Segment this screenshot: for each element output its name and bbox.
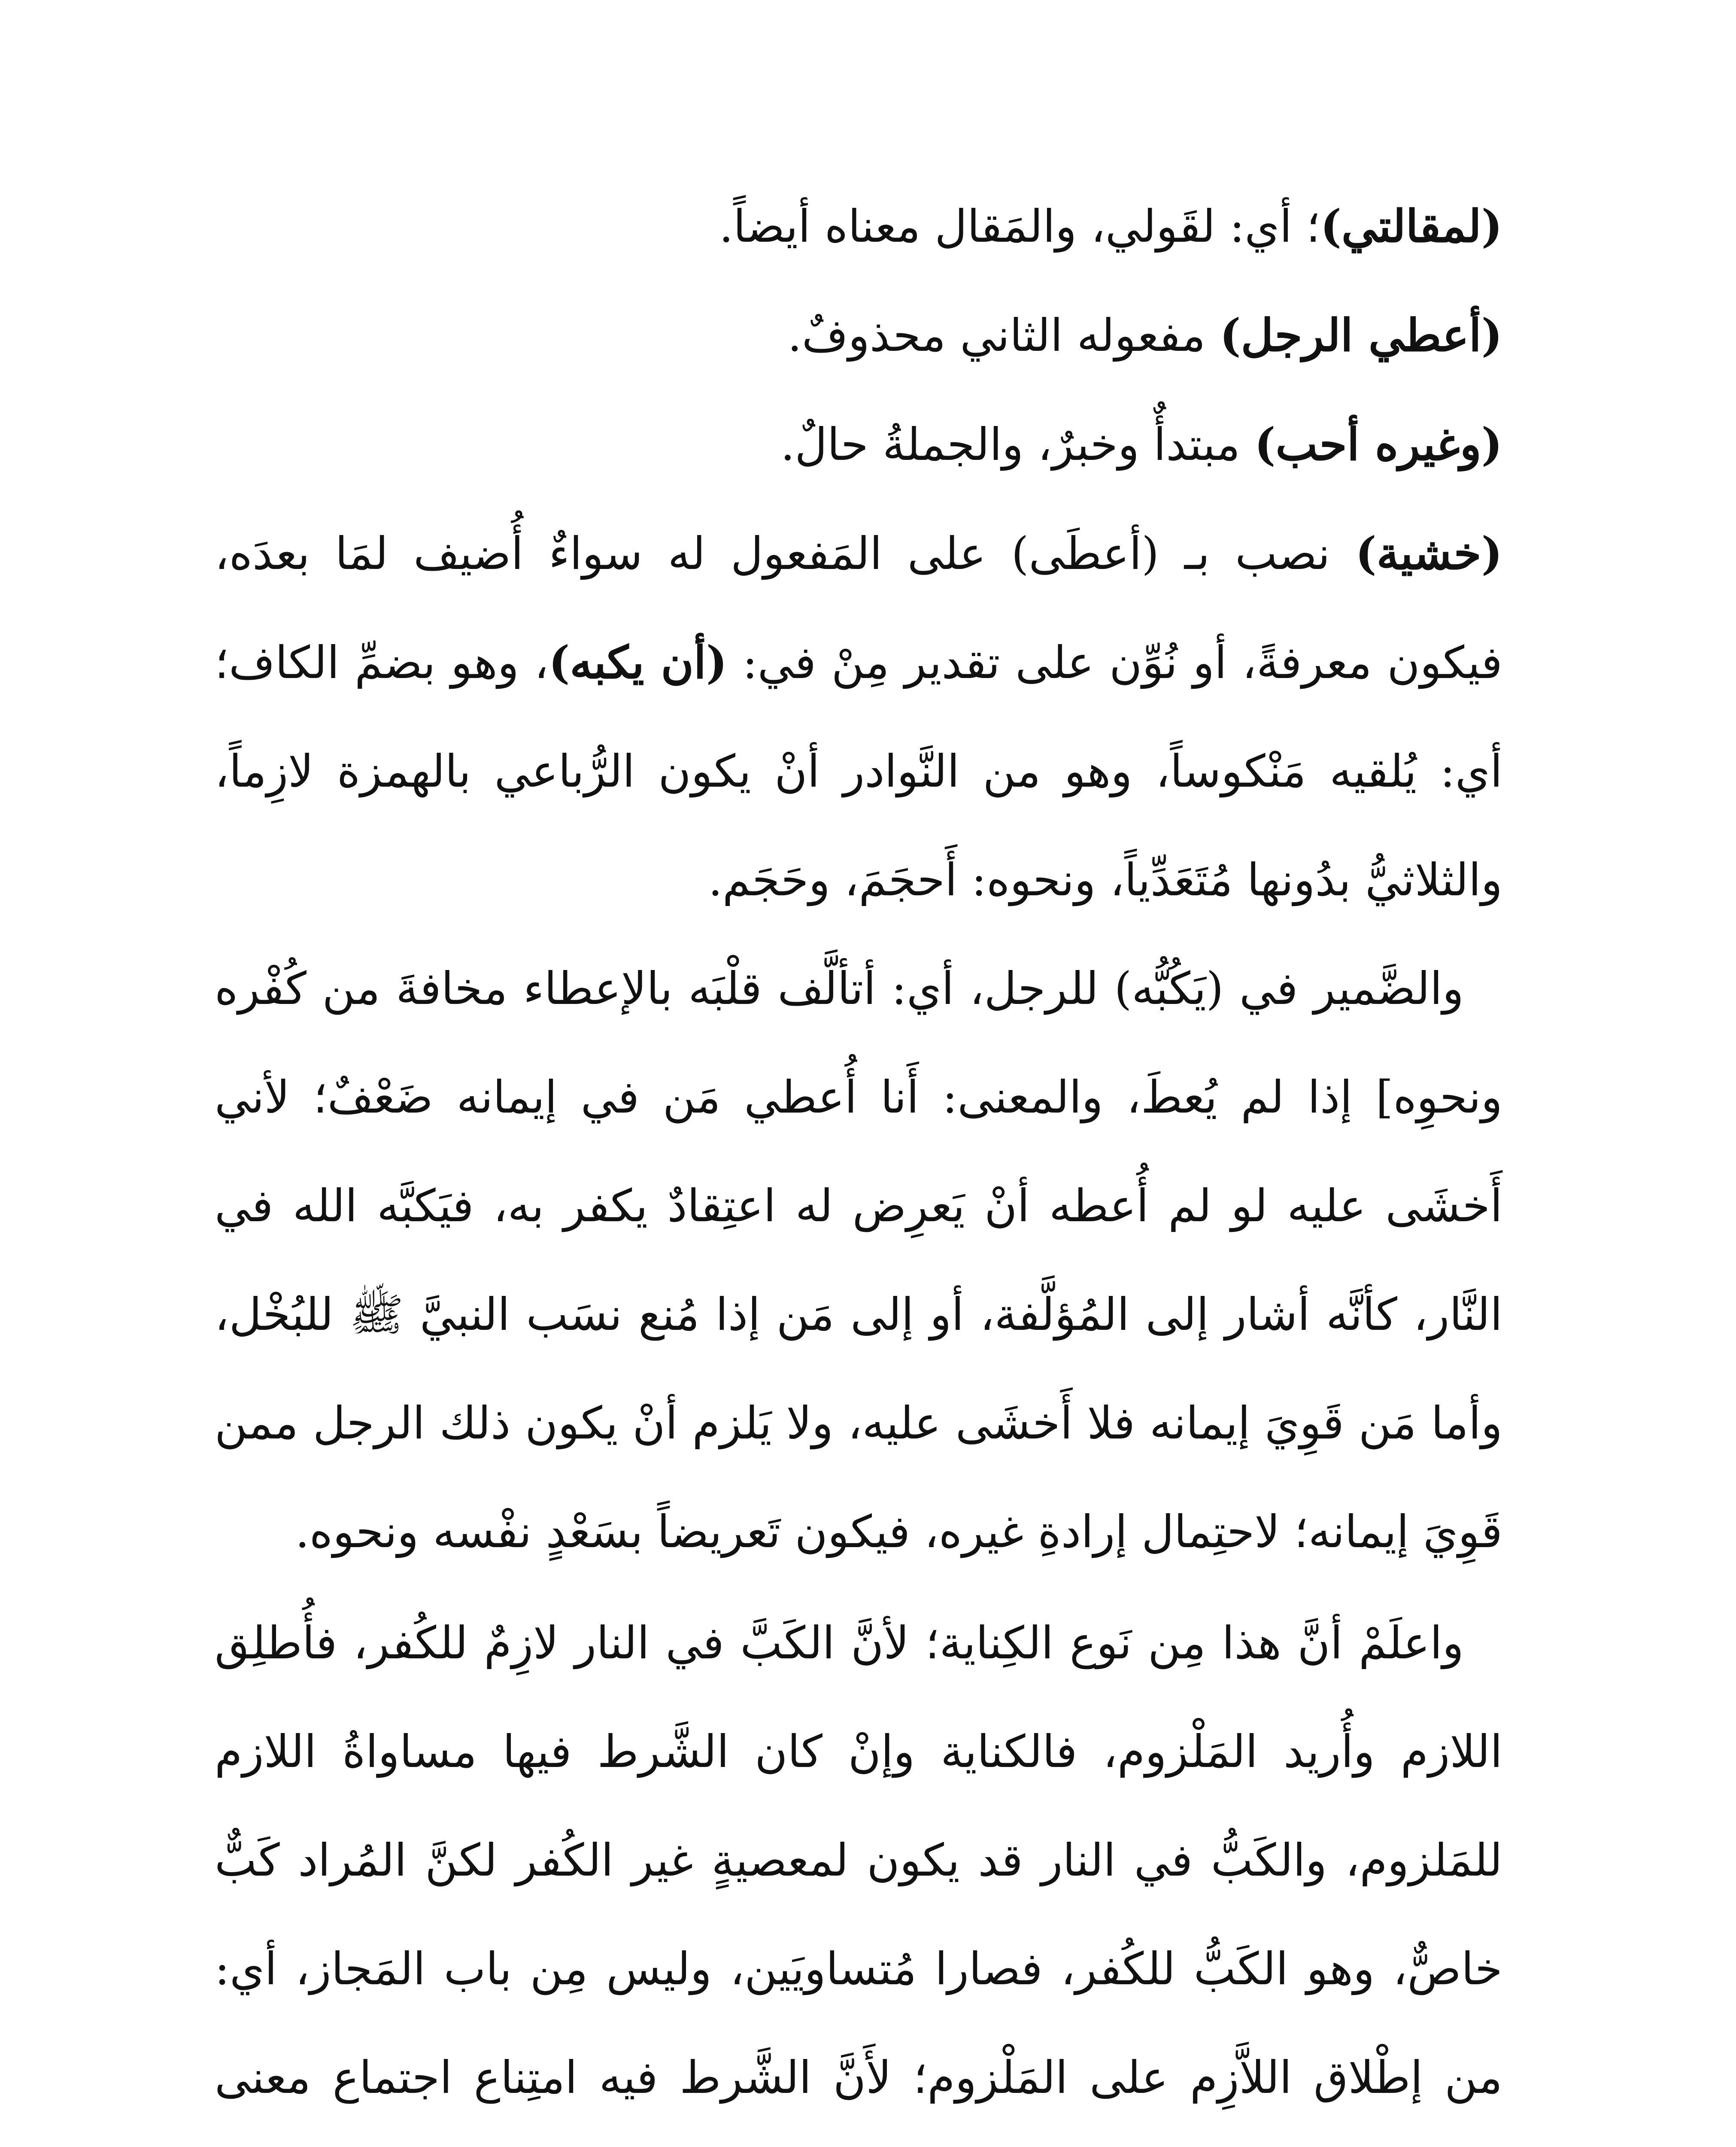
- paragraph-text: ؛ أي: لقَولي، والمَقال معناه أيضاً.: [719, 200, 1320, 252]
- bold-term: (أن يكبه): [549, 636, 728, 689]
- paragraph-text: نصب بـ (أعطَى) على المَفعول له سواءٌ أُضيف لمَا بعدَه، فيكون معرفةً، أو نُوِّن على تقدير مِنْ في:: [215, 527, 1502, 689]
- paragraph-text: مبتدأٌ وخبرٌ، والجملةُ حالٌ.: [780, 418, 1255, 471]
- paragraph-2: [215, 281, 1502, 390]
- main-text-upper: [215, 172, 1502, 1586]
- paragraph-text: ، وهو بضمِّ الكاف؛ أي: يُلقيه مَنْكوساً، وهو من النَّوادر أنْ يكون الرُّباعي بالهمزة لازِماً، والثلاثيُّ بدُونها مُتَعَدِّياً، ونحوه: أَحجَمَ، وحَجَم.: [215, 636, 1502, 906]
- bold-term: (خشية): [1355, 527, 1503, 580]
- bold-term: (لمقالتي): [1320, 200, 1502, 252]
- bold-term: (وغيره أحب): [1254, 418, 1502, 471]
- paragraph-text: مفعوله الثاني محذوفٌ.: [787, 309, 1220, 362]
- paragraph-5: والضَّمير في (يَكُبُّه) للرجل، أي: أتألَّف قلْبَه بالإعطاء مخافةَ من كُفْره ونحوِه] إذا لم يُعطَ، والمعنى: أَنا أُعطي مَن في إيمانه ضَعْفٌ؛ لأني أَخشَى عليه لو لم أُعطه أنْ يَعرِض له اعتِقادٌ يكفر به، فيَكبَّه الله في النَّار، كأنَّه أشار إلى المُؤلَّفة، أو إلى مَن إذا مُنع نسَب النبيَّ ﷺ للبُخْل، وأما مَن قَوِيَ إيمانه فلا أَخشَى عليه، ولا يَلزم أنْ يكون ذلك الرجل ممن قَوِيَ إيمانه؛ لاحتِمال إرادةِ غيره، فيكون تَعريضاً بسَعْدٍ نفْسه ونحوه.: [215, 962, 1503, 1558]
- paragraph-3: [215, 390, 1502, 499]
- bold-term: (أعطي الرجل): [1220, 309, 1502, 362]
- paragraph-6: واعلَمْ أنَّ هذا مِن نَوع الكِناية؛ لأنَّ الكَبَّ في النار لازِمٌ للكُفر، فأُطلِق اللازم وأُريد المَلْزوم، فالكناية وإنْ كان الشَّرط فيها مساواةُ اللازم للمَلزوم، والكَبُّ في النار قد يكون لمعصيةٍ غير الكُفر لكنَّ المُراد كَبٌّ خاصٌّ، وهو الكَبُّ للكُفر، فصارا مُتساويَين، وليس مِن باب المَجاز، أي: من إطْلاق اللاَّزِم على المَلْزوم؛ لأَنَّ الشَّرط فيه امتِناع اجتماع معنى: [215, 1617, 1502, 2104]
- main-text-lower: [215, 1589, 1502, 2147]
- paragraph-4: [215, 499, 1502, 934]
- paragraph-1: [215, 172, 1502, 281]
